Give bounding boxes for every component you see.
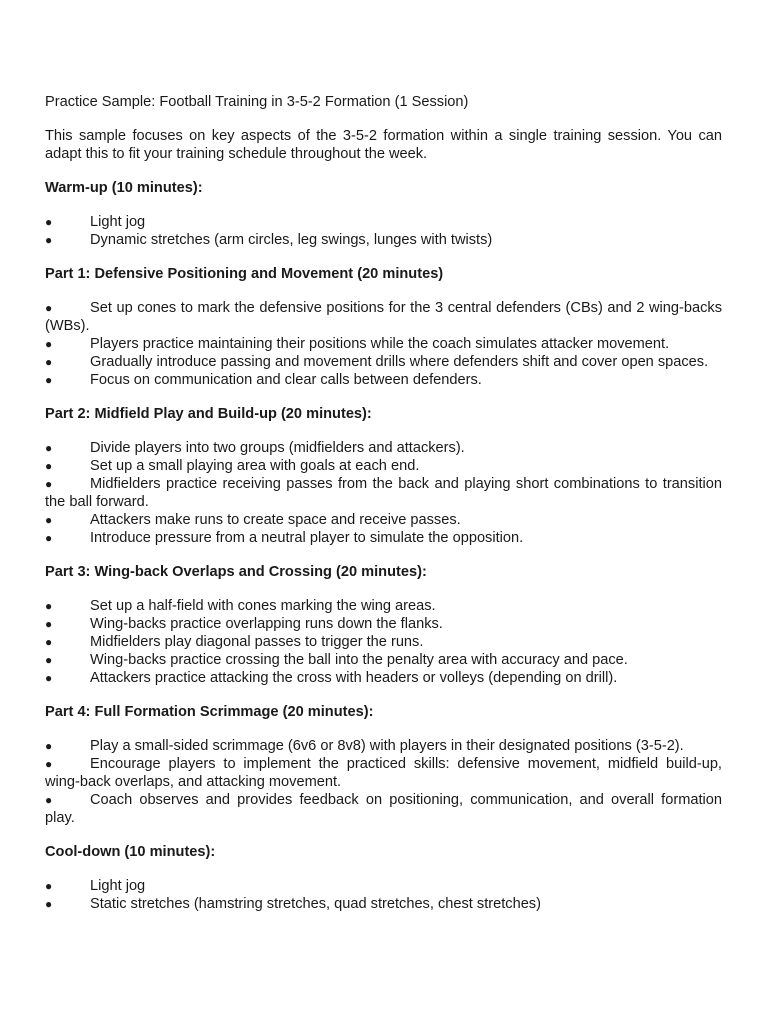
bullet-icon: ● bbox=[45, 477, 53, 491]
bullet-list bbox=[45, 737, 722, 827]
list-item bbox=[45, 371, 722, 389]
list-item-text: Gradually introduce passing and movement drills where defenders shift and cover open spaces. bbox=[90, 354, 709, 370]
list-item-text: Midfielders play diagonal passes to trigger the runs. bbox=[90, 634, 424, 650]
list-item-text: Set up a half-field with cones marking the wing areas. bbox=[90, 598, 436, 614]
list-item bbox=[45, 511, 722, 529]
sections-container bbox=[45, 179, 722, 913]
bullet-icon: ● bbox=[45, 459, 53, 473]
bullet-icon: ● bbox=[45, 215, 53, 229]
list-item bbox=[45, 439, 722, 457]
list-item-text: Wing-backs practice overlapping runs down the flanks. bbox=[90, 616, 443, 632]
section-heading: Cool-down (10 minutes): bbox=[45, 844, 216, 860]
list-item bbox=[45, 529, 722, 547]
list-item-text: Attackers practice attacking the cross with headers or volleys (depending on drill). bbox=[90, 670, 618, 686]
bullet-icon: ● bbox=[45, 513, 53, 527]
list-item-text: Dynamic stretches (arm circles, leg swings, lunges with twists) bbox=[90, 232, 493, 248]
bullet-icon: ● bbox=[45, 635, 53, 649]
bullet-icon: ● bbox=[45, 531, 53, 545]
section-heading: Part 1: Defensive Positioning and Movement (20 minutes) bbox=[45, 266, 444, 282]
bullet-list bbox=[45, 877, 722, 913]
list-item bbox=[45, 213, 722, 231]
list-item bbox=[45, 615, 722, 633]
bullet-icon: ● bbox=[45, 879, 53, 893]
list-item-text: Static stretches (hamstring stretches, quad stretches, chest stretches) bbox=[90, 896, 541, 912]
document-page bbox=[45, 93, 722, 929]
list-item bbox=[45, 231, 722, 249]
list-item bbox=[45, 755, 722, 791]
list-item bbox=[45, 475, 722, 511]
list-item-text: Focus on communication and clear calls between defenders. bbox=[90, 372, 482, 388]
bullet-icon: ● bbox=[45, 337, 53, 351]
list-item-text: Wing-backs practice crossing the ball into the penalty area with accuracy and pace. bbox=[90, 652, 628, 668]
list-item bbox=[45, 335, 722, 353]
bullet-icon: ● bbox=[45, 373, 53, 387]
section-heading: Part 4: Full Formation Scrimmage (20 minutes): bbox=[45, 704, 374, 720]
bullet-icon: ● bbox=[45, 233, 53, 247]
list-item bbox=[45, 669, 722, 687]
list-item-text: Play a small-sided scrimmage (6v6 or 8v8) with players in their designated positions (3-5-2). bbox=[90, 738, 684, 754]
list-item-text: Set up a small playing area with goals at each end. bbox=[90, 458, 420, 474]
list-item bbox=[45, 651, 722, 669]
bullet-icon: ● bbox=[45, 653, 53, 667]
document-intro: This sample focuses on key aspects of the 3-5-2 formation within a single training session. You can adapt this to fit your training schedule throughout the week. bbox=[45, 128, 722, 162]
list-item-text: Introduce pressure from a neutral player to simulate the opposition. bbox=[90, 530, 524, 546]
list-item-text: Players practice maintaining their positions while the coach simulates attacker movement. bbox=[90, 336, 670, 352]
bullet-icon: ● bbox=[45, 793, 53, 807]
list-item bbox=[45, 877, 722, 895]
bullet-icon: ● bbox=[45, 355, 53, 369]
bullet-icon: ● bbox=[45, 301, 53, 315]
list-item-text: Coach observes and provides feedback on positioning, communication, and overall formation play. bbox=[45, 792, 722, 826]
list-item-text: Light jog bbox=[90, 878, 146, 894]
bullet-icon: ● bbox=[45, 757, 53, 771]
list-item bbox=[45, 633, 722, 651]
list-item-text: Light jog bbox=[90, 214, 146, 230]
list-item bbox=[45, 457, 722, 475]
section-heading: Part 2: Midfield Play and Build-up (20 minutes): bbox=[45, 406, 372, 422]
list-item-text: Divide players into two groups (midfielders and attackers). bbox=[90, 440, 465, 456]
bullet-list bbox=[45, 213, 722, 249]
list-item bbox=[45, 597, 722, 615]
list-item bbox=[45, 895, 722, 913]
list-item-text: Midfielders practice receiving passes from the back and playing short combinations to transition the ball forward. bbox=[45, 476, 722, 510]
bullet-icon: ● bbox=[45, 617, 53, 631]
bullet-list bbox=[45, 597, 722, 687]
list-item bbox=[45, 299, 722, 335]
bullet-list bbox=[45, 299, 722, 389]
bullet-icon: ● bbox=[45, 739, 53, 753]
list-item bbox=[45, 791, 722, 827]
list-item bbox=[45, 737, 722, 755]
list-item-text: Encourage players to implement the practiced skills: defensive movement, midfield build-up, wing-back overlaps, and attacking movement. bbox=[45, 756, 722, 790]
list-item-text: Set up cones to mark the defensive positions for the 3 central defenders (CBs) and 2 wing-backs (WBs). bbox=[45, 300, 722, 334]
bullet-icon: ● bbox=[45, 897, 53, 911]
section-heading: Part 3: Wing-back Overlaps and Crossing (20 minutes): bbox=[45, 564, 427, 580]
section-heading: Warm-up (10 minutes): bbox=[45, 180, 203, 196]
bullet-list bbox=[45, 439, 722, 547]
list-item bbox=[45, 353, 722, 371]
bullet-icon: ● bbox=[45, 671, 53, 685]
bullet-icon: ● bbox=[45, 441, 53, 455]
list-item-text: Attackers make runs to create space and receive passes. bbox=[90, 512, 461, 528]
bullet-icon: ● bbox=[45, 599, 53, 613]
document-title: Practice Sample: Football Training in 3-5-2 Formation (1 Session) bbox=[45, 94, 469, 110]
